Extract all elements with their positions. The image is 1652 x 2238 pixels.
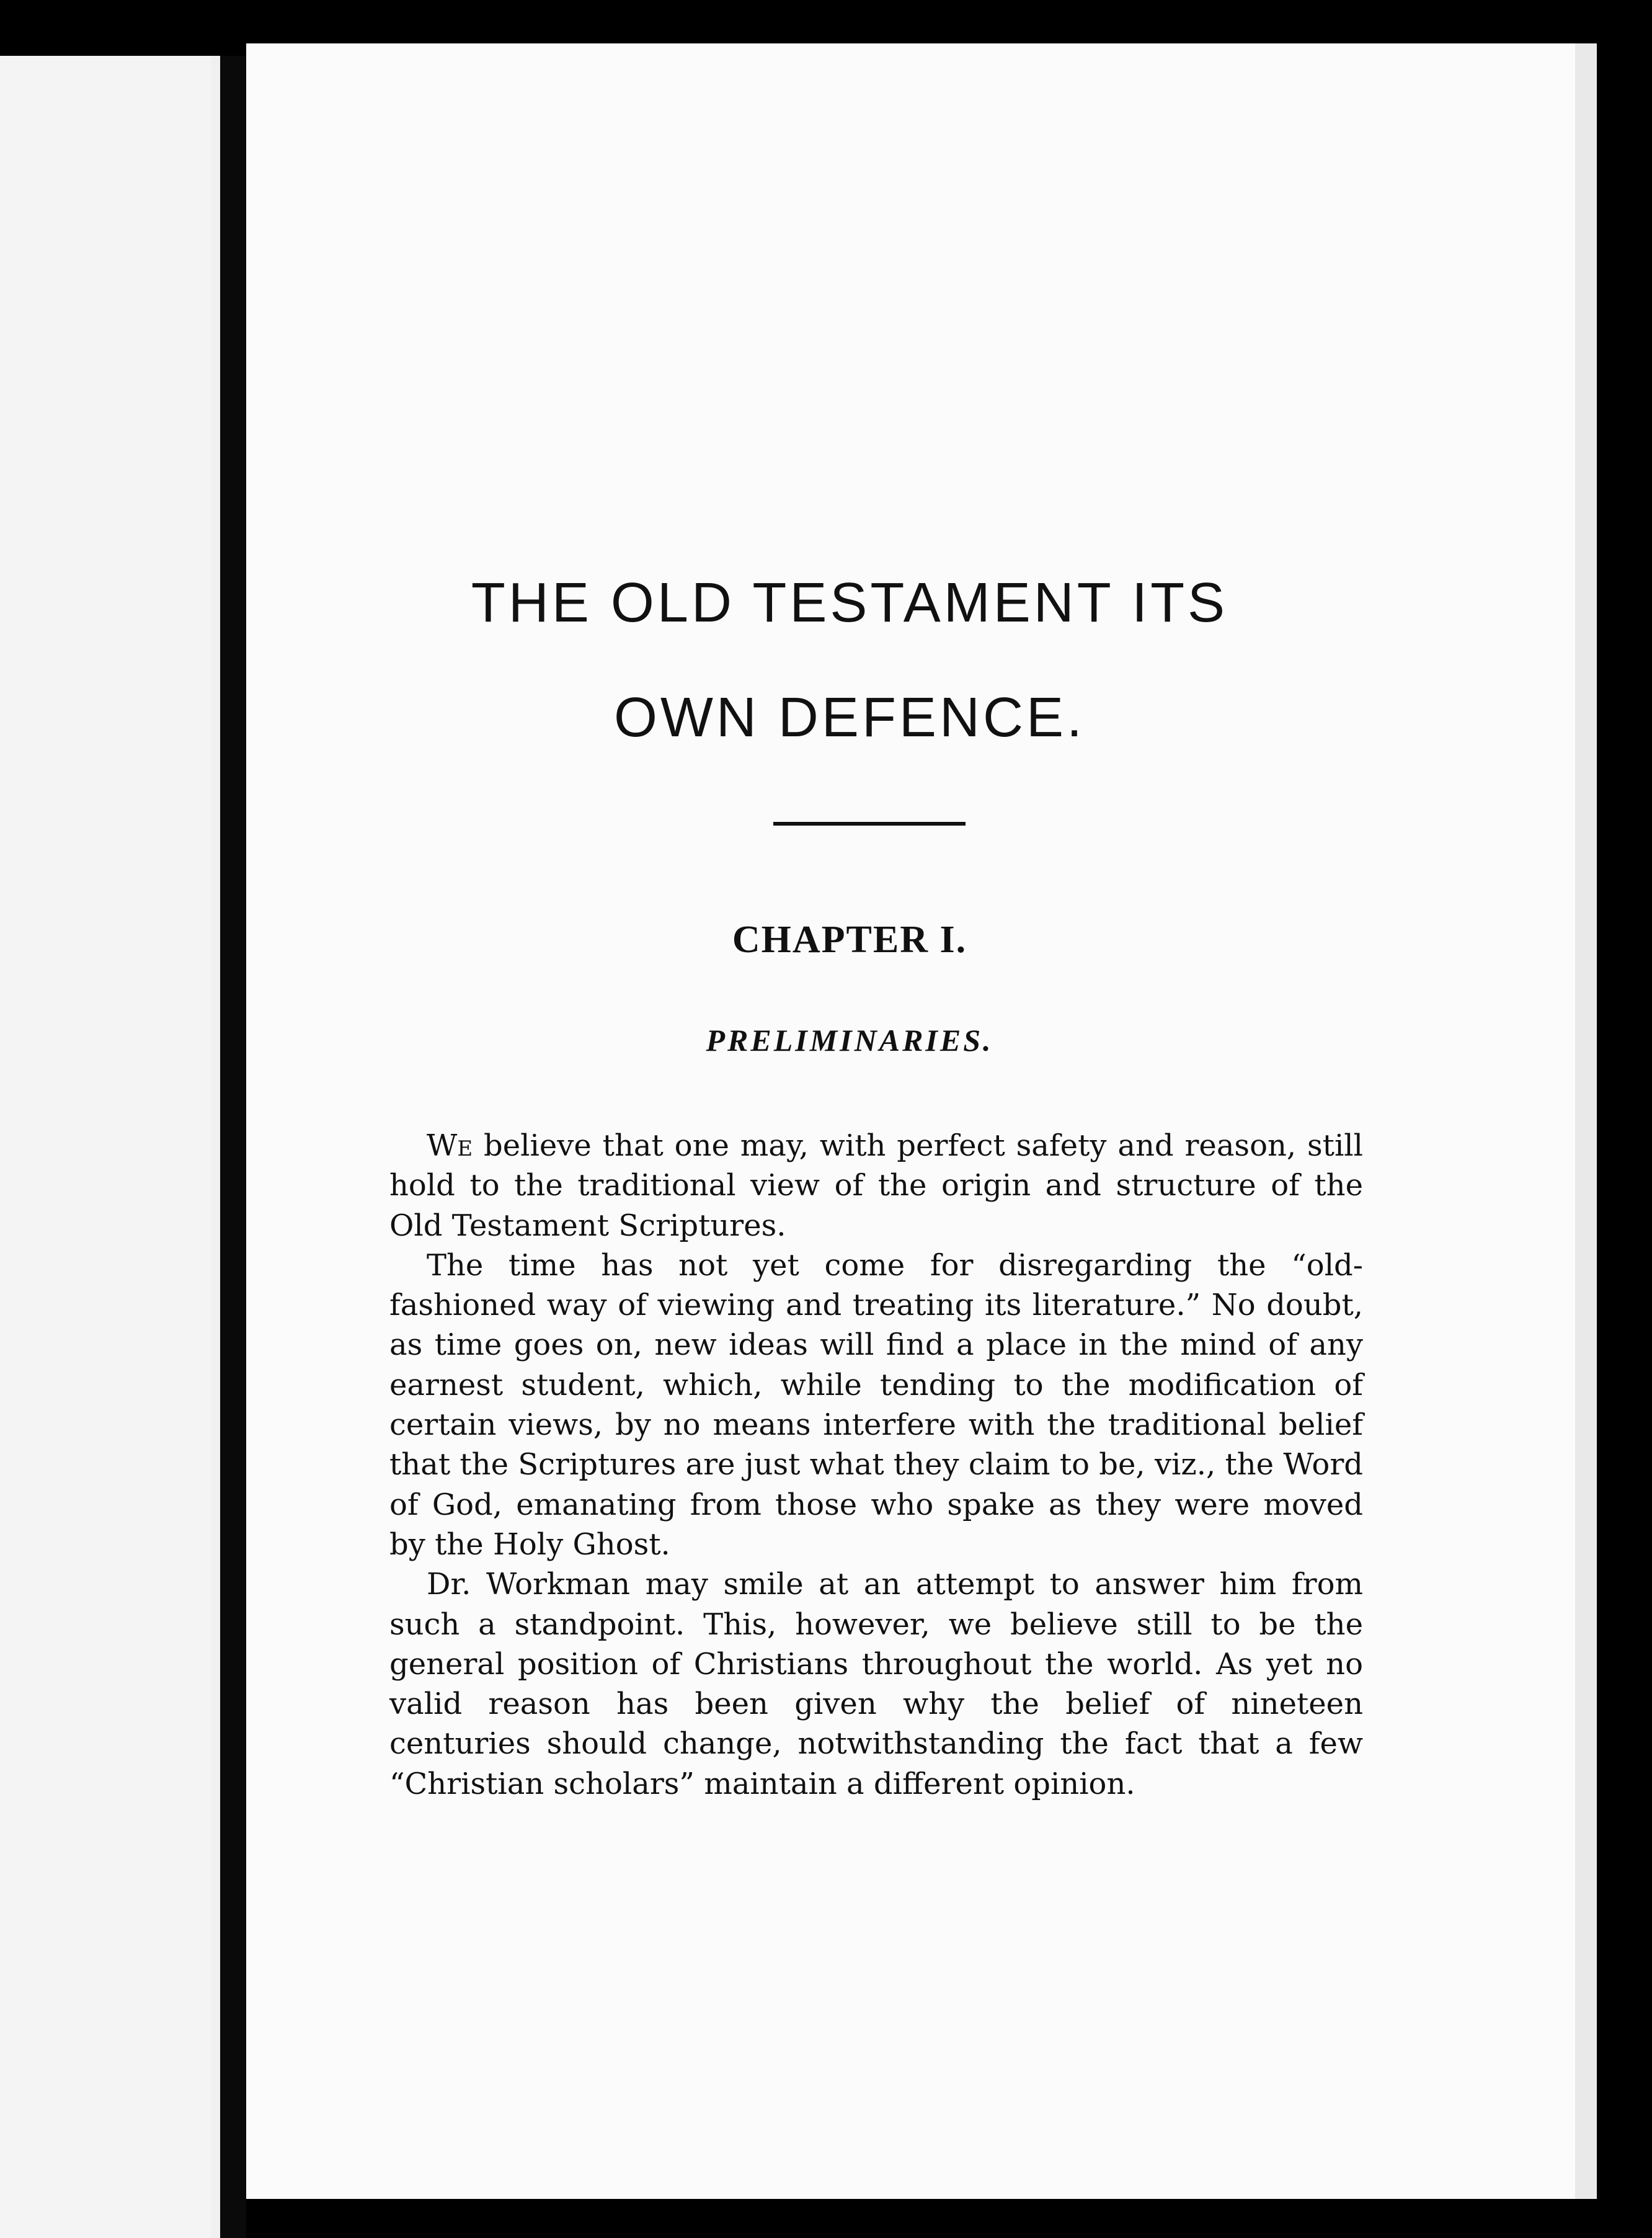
- paragraph-2: [389, 1246, 1363, 1564]
- left-page: [0, 56, 220, 2238]
- chapter-subtitle: PRELIMINARIES.: [706, 1023, 993, 1058]
- book-title-line-1: THE OLD TESTAMENT ITS: [471, 572, 1228, 634]
- paragraph-3-text: Dr. Workman may smile at an attempt to answer him from such a standpoint. This, however, we believe still to be the general position of Christians throughout the world. As yet no valid reason has been given why the belief of nineteen centuries should change, notwithstanding the fact that a few “Christian scholars” maintain a different opinion.: [389, 1567, 1363, 1801]
- book-gutter: [220, 56, 246, 2238]
- book-title: [347, 546, 1352, 775]
- paragraph-2-text: The time has not yet come for disregarding the “old-fashioned way of viewing and treating its literature.” No doubt, as time goes on, new ideas will find a place in the mind of any earnest student, which, while tending to the modification of certain views, by no means interfere with the traditional belief that the Scriptures are just what they claim to be, viz., the Word of God, emanating from those who spake as they were moved by the Holy Ghost.: [389, 1247, 1363, 1562]
- book-title-line-2: OWN DEFENCE.: [613, 687, 1085, 749]
- paragraph-1-lead: We: [427, 1128, 473, 1163]
- body-text: [389, 1126, 1363, 1804]
- right-page-edge: [1575, 43, 1597, 2199]
- paragraph-3: [389, 1564, 1363, 1804]
- right-page: [246, 43, 1597, 2199]
- chapter-heading: CHAPTER I.: [732, 919, 967, 961]
- title-divider: [773, 822, 966, 826]
- paragraph-1: [389, 1126, 1363, 1246]
- paragraph-1-text: believe that one may, with perfect safety and reason, still hold to the traditional view of the origin and structure of the Old Testament Scriptures.: [389, 1128, 1363, 1243]
